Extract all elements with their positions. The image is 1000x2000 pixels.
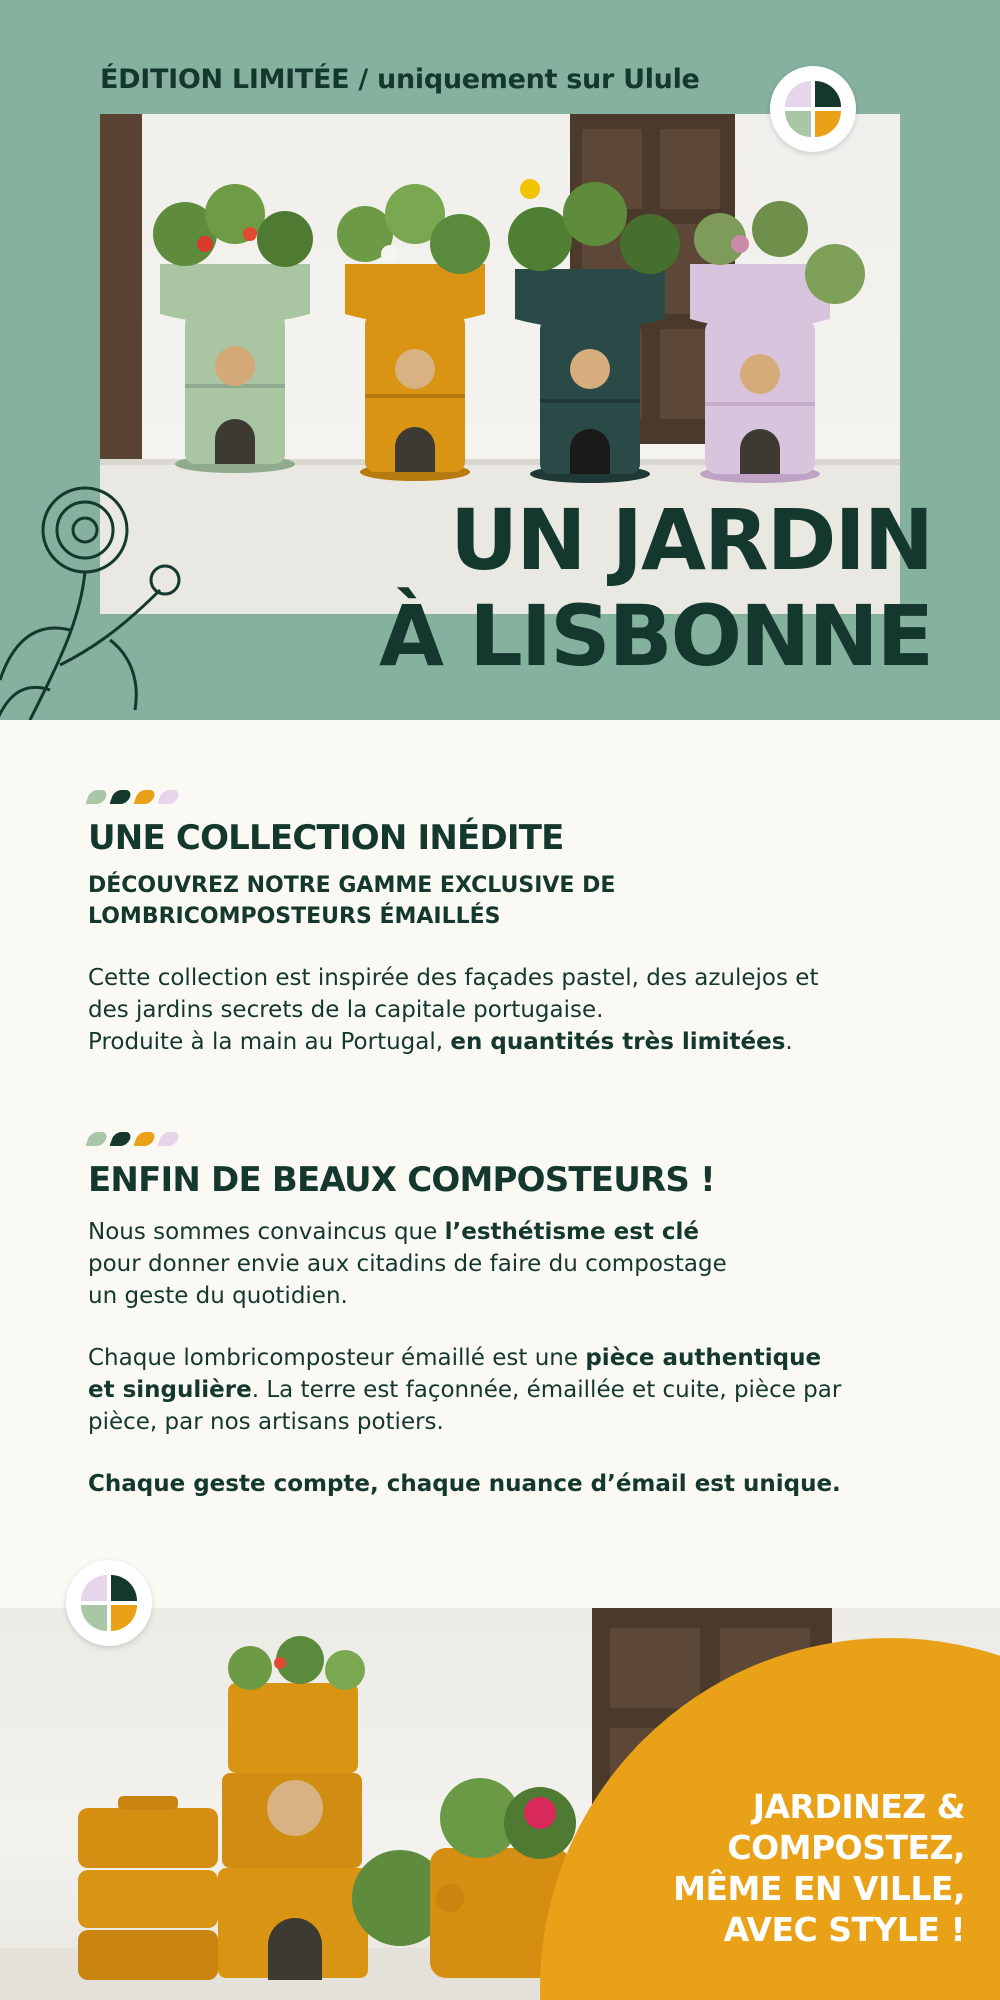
decorative-dots-icon xyxy=(88,1132,918,1146)
hero-title-line-1: UN JARDIN xyxy=(450,491,932,589)
hero-title-line-2: À LISBONNE xyxy=(379,587,932,685)
brand-logo-badge xyxy=(770,66,856,152)
section-beautiful-composters xyxy=(88,1132,918,1500)
paragraph-line-2: des jardins secrets de la capitale portugaise. xyxy=(88,997,604,1023)
flower-line-art-icon xyxy=(0,480,190,720)
emphasis-text: pièce authentique xyxy=(585,1345,822,1371)
subheading-line-2: LOMBRICOMPOSTEURS ÉMAILLÉS xyxy=(88,904,501,929)
paragraph-line: Chaque lombricomposteur émaillé est une pièce authentique xyxy=(88,1345,822,1371)
cta-slogan xyxy=(673,1786,965,1950)
section-paragraph xyxy=(88,962,918,1058)
paragraph-craft xyxy=(88,1342,918,1438)
subheading-line-1: DÉCOUVREZ NOTRE GAMME EXCLUSIVE DE xyxy=(88,873,616,898)
paragraph-line-3: Produite à la main au Portugal, en quantités très limitées. xyxy=(88,1029,793,1055)
paragraph-line: pour donner envie aux citadins de faire du compostage xyxy=(88,1251,727,1277)
section-collection xyxy=(88,790,918,1058)
section-heading: ENFIN DE BEAUX COMPOSTEURS ! xyxy=(88,1160,715,1200)
cta-line-3: MÊME EN VILLE, xyxy=(673,1869,965,1908)
paragraph-aesthetics xyxy=(88,1216,918,1312)
section-subheading xyxy=(88,870,918,932)
paragraph-line: et singulière. La terre est façonnée, émaillée et cuite, pièce par xyxy=(88,1377,842,1403)
paragraph-line: pièce, par nos artisans potiers. xyxy=(88,1409,444,1435)
decorative-dots-icon xyxy=(88,790,918,804)
cta-line-1: JARDINEZ & xyxy=(752,1787,965,1826)
emphasis-text: et singulière xyxy=(88,1377,252,1403)
emphasis-text: Chaque geste compte, chaque nuance d’émail est unique. xyxy=(88,1471,841,1497)
section-heading: UNE COLLECTION INÉDITE xyxy=(88,818,564,858)
hero-banner xyxy=(0,0,1000,720)
paragraph-closing xyxy=(88,1468,918,1500)
paragraph-line: Nous sommes convaincus que l’esthétisme est clé xyxy=(88,1219,700,1245)
bottom-banner xyxy=(0,1608,1000,2000)
cta-line-2: COMPOSTEZ, xyxy=(727,1828,965,1867)
four-leaf-logo-icon xyxy=(79,1573,139,1633)
paragraph-line: un geste du quotidien. xyxy=(88,1283,348,1309)
emphasis-text: l’esthétisme est clé xyxy=(444,1219,700,1245)
paragraph-line-1: Cette collection est inspirée des façades pastel, des azulejos et xyxy=(88,965,819,991)
emphasis-text: en quantités très limitées xyxy=(450,1029,786,1055)
brand-logo-badge xyxy=(66,1560,152,1646)
four-leaf-logo-icon xyxy=(783,79,843,139)
cta-line-4: AVEC STYLE ! xyxy=(723,1910,965,1949)
edition-label: ÉDITION LIMITÉE / uniquement sur Ulule xyxy=(100,64,700,95)
hero-title xyxy=(379,492,932,684)
